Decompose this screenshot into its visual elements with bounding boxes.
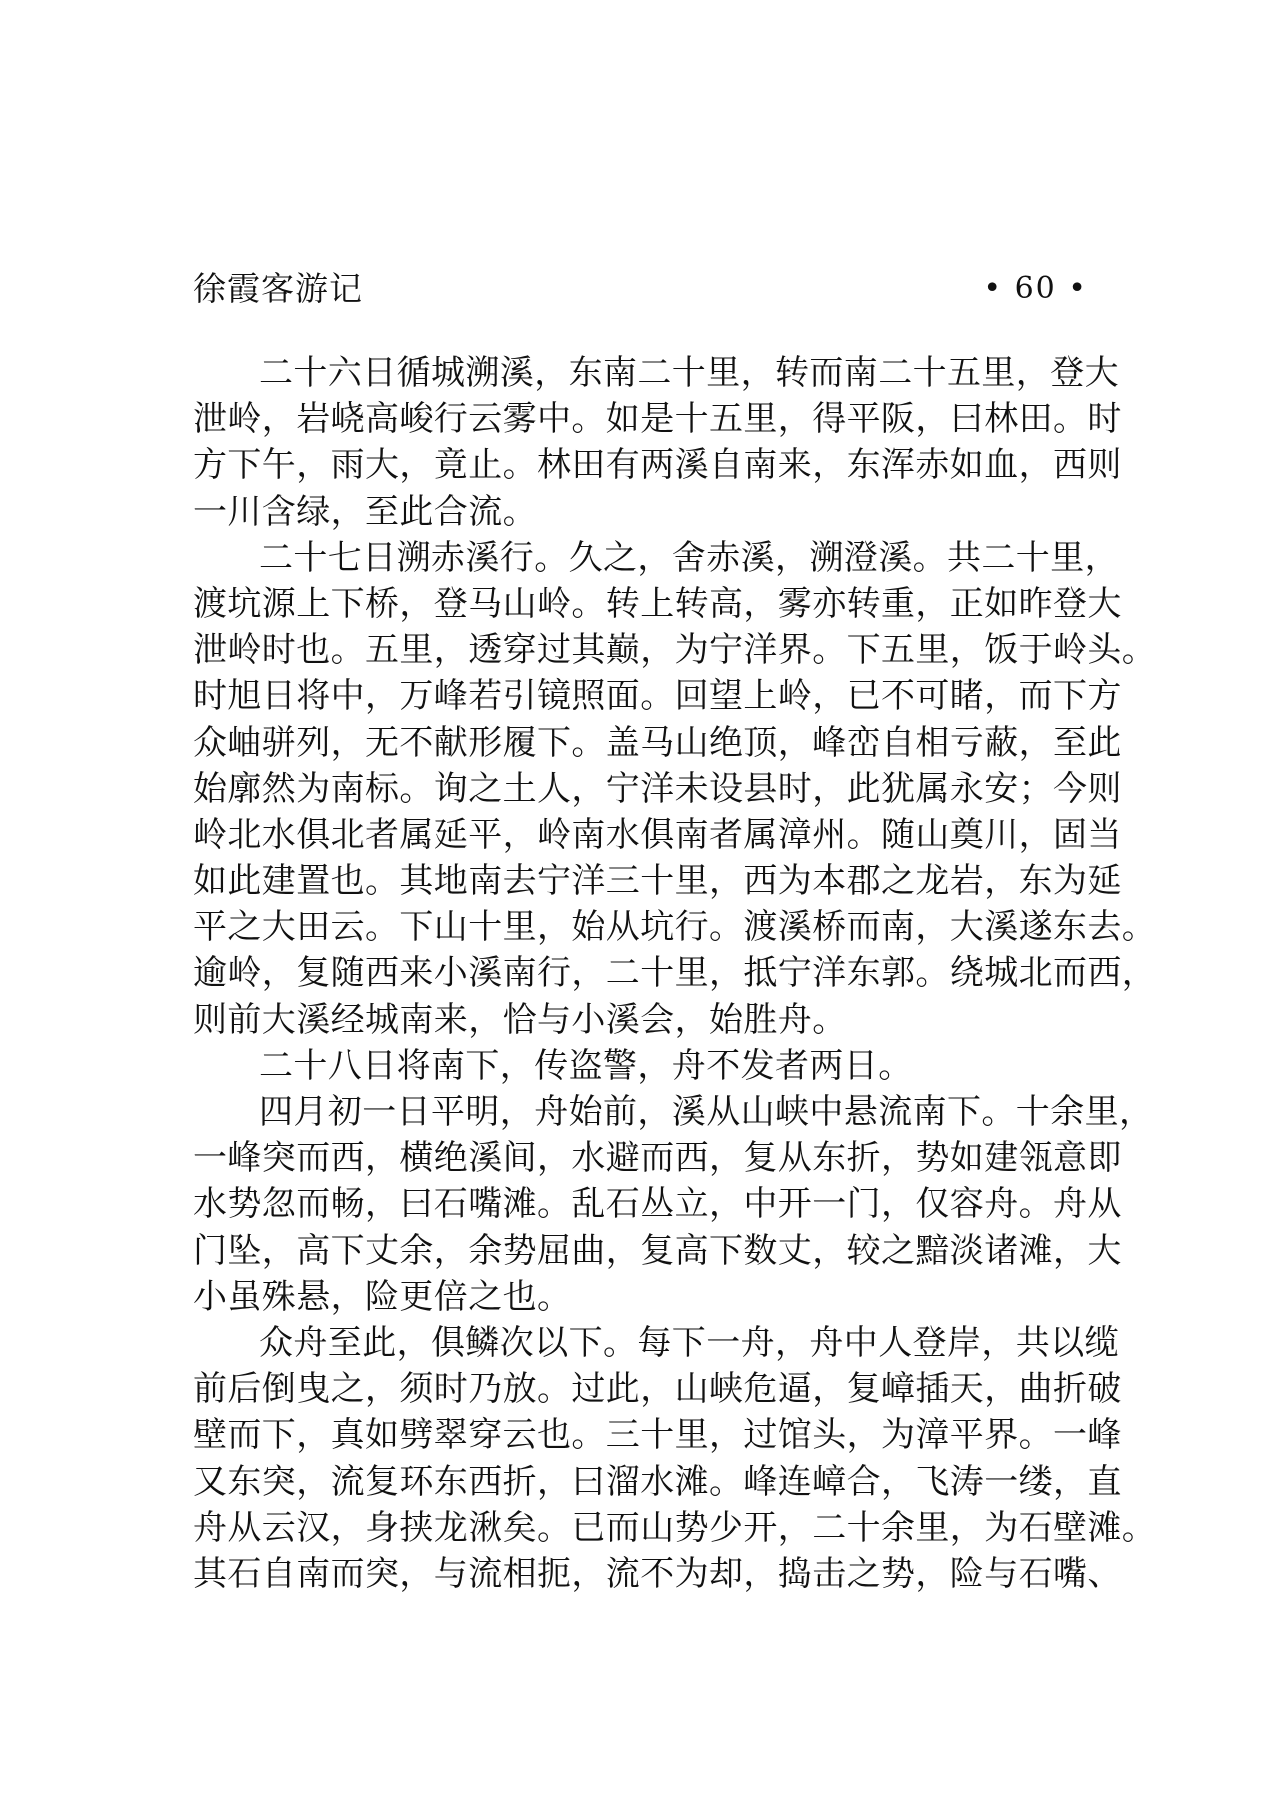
body-text (193, 350, 1157, 1597)
text-line: 壁而下，真如劈翠穿云也。三十里，过馆头，为漳平界。一峰 (193, 1415, 1122, 1456)
text-line: 众岫骈列，无不献形履下。盖马山绝顶，峰峦自相亏蔽，至此 (193, 722, 1122, 763)
text-line: 二十六日循城溯溪，东南二十里，转而南二十五里，登大 (259, 353, 1119, 393)
text-line: 泄岭，岩峣高峻行云雾中。如是十五里，得平阪，曰林田。时 (193, 399, 1122, 440)
text-line: 水势忽而畅，曰石嘴滩。乱石丛立，中开一门，仅容舟。舟从 (193, 1184, 1122, 1225)
text-line: 始廓然为南标。询之土人，宁洋未设县时，此犹属永安；今则 (193, 768, 1122, 809)
text-line: 又东突，流复环东西折，曰溜水滩。峰连嶂合，飞涛一缕，直 (193, 1461, 1122, 1502)
text-line: 一峰突而西，横绝溪间，水避而西，复从东折，势如建瓴意即 (193, 1138, 1122, 1179)
text-line: 平之大田云。下山十里，始从坑行。渡溪桥而南，大溪遂东去。 (193, 907, 1157, 948)
text-line: 方下午，雨大，竟止。林田有两溪自南来，东浑赤如血，西则 (193, 445, 1122, 486)
text-line: 时旭日将中，万峰若引镜照面。回望上岭，已不可睹，而下方 (193, 676, 1122, 717)
text-line: 众舟至此，俱鳞次以下。每下一舟，舟中人登岸，共以缆 (259, 1322, 1119, 1363)
text-line: 一川含绿，至此合流。 (193, 491, 537, 532)
text-line: 前后倒曳之，须时乃放。过此，山峡危逼，复嶂插天，曲折破 (193, 1369, 1122, 1410)
text-line: 逾岭，复随西来小溪南行，二十里，抵宁洋东郭。绕城北而西， (193, 953, 1157, 994)
page-header (193, 268, 1088, 310)
text-line: 如此建置也。其地南去宁洋三十里，西为本郡之龙岩，东为延 (193, 861, 1122, 902)
text-line: 四月初一日平明，舟始前，溪从山峡中悬流南下。十余里， (259, 1092, 1154, 1132)
text-line: 舟从云汉，身挟龙湫矣。已而山势少开，二十余里，为石壁滩。 (193, 1507, 1157, 1548)
text-line: 则前大溪经城南来，恰与小溪会，始胜舟。 (193, 999, 847, 1040)
text-line: 渡坑源上下桥，登马山岭。转上转高，雾亦转重，正如昨登大 (193, 583, 1122, 624)
text-line: 小虽殊悬，险更倍之也。 (193, 1276, 572, 1317)
text-line: 其石自南而突，与流相扼，流不为却，捣击之势，险与石嘴、 (193, 1553, 1122, 1594)
page-number: • 60 • (983, 271, 1088, 306)
text-line: 二十八日将南下，传盗警，舟不发者两日。 (259, 1045, 913, 1086)
text-line: 门坠，高下丈余，余势屈曲，复高下数丈，较之黯淡诸滩，大 (193, 1230, 1122, 1271)
text-line: 泄岭时也。五里，透穿过其巅，为宁洋界。下五里，饭于岭头。 (193, 630, 1157, 671)
book-title: 徐霞客游记 (193, 269, 363, 308)
text-line: 岭北水俱北者属延平，岭南水俱南者属漳州。随山奠川，固当 (193, 814, 1122, 855)
text-line: 二十七日溯赤溪行。久之，舍赤溪，溯澄溪。共二十里， (259, 537, 1119, 578)
